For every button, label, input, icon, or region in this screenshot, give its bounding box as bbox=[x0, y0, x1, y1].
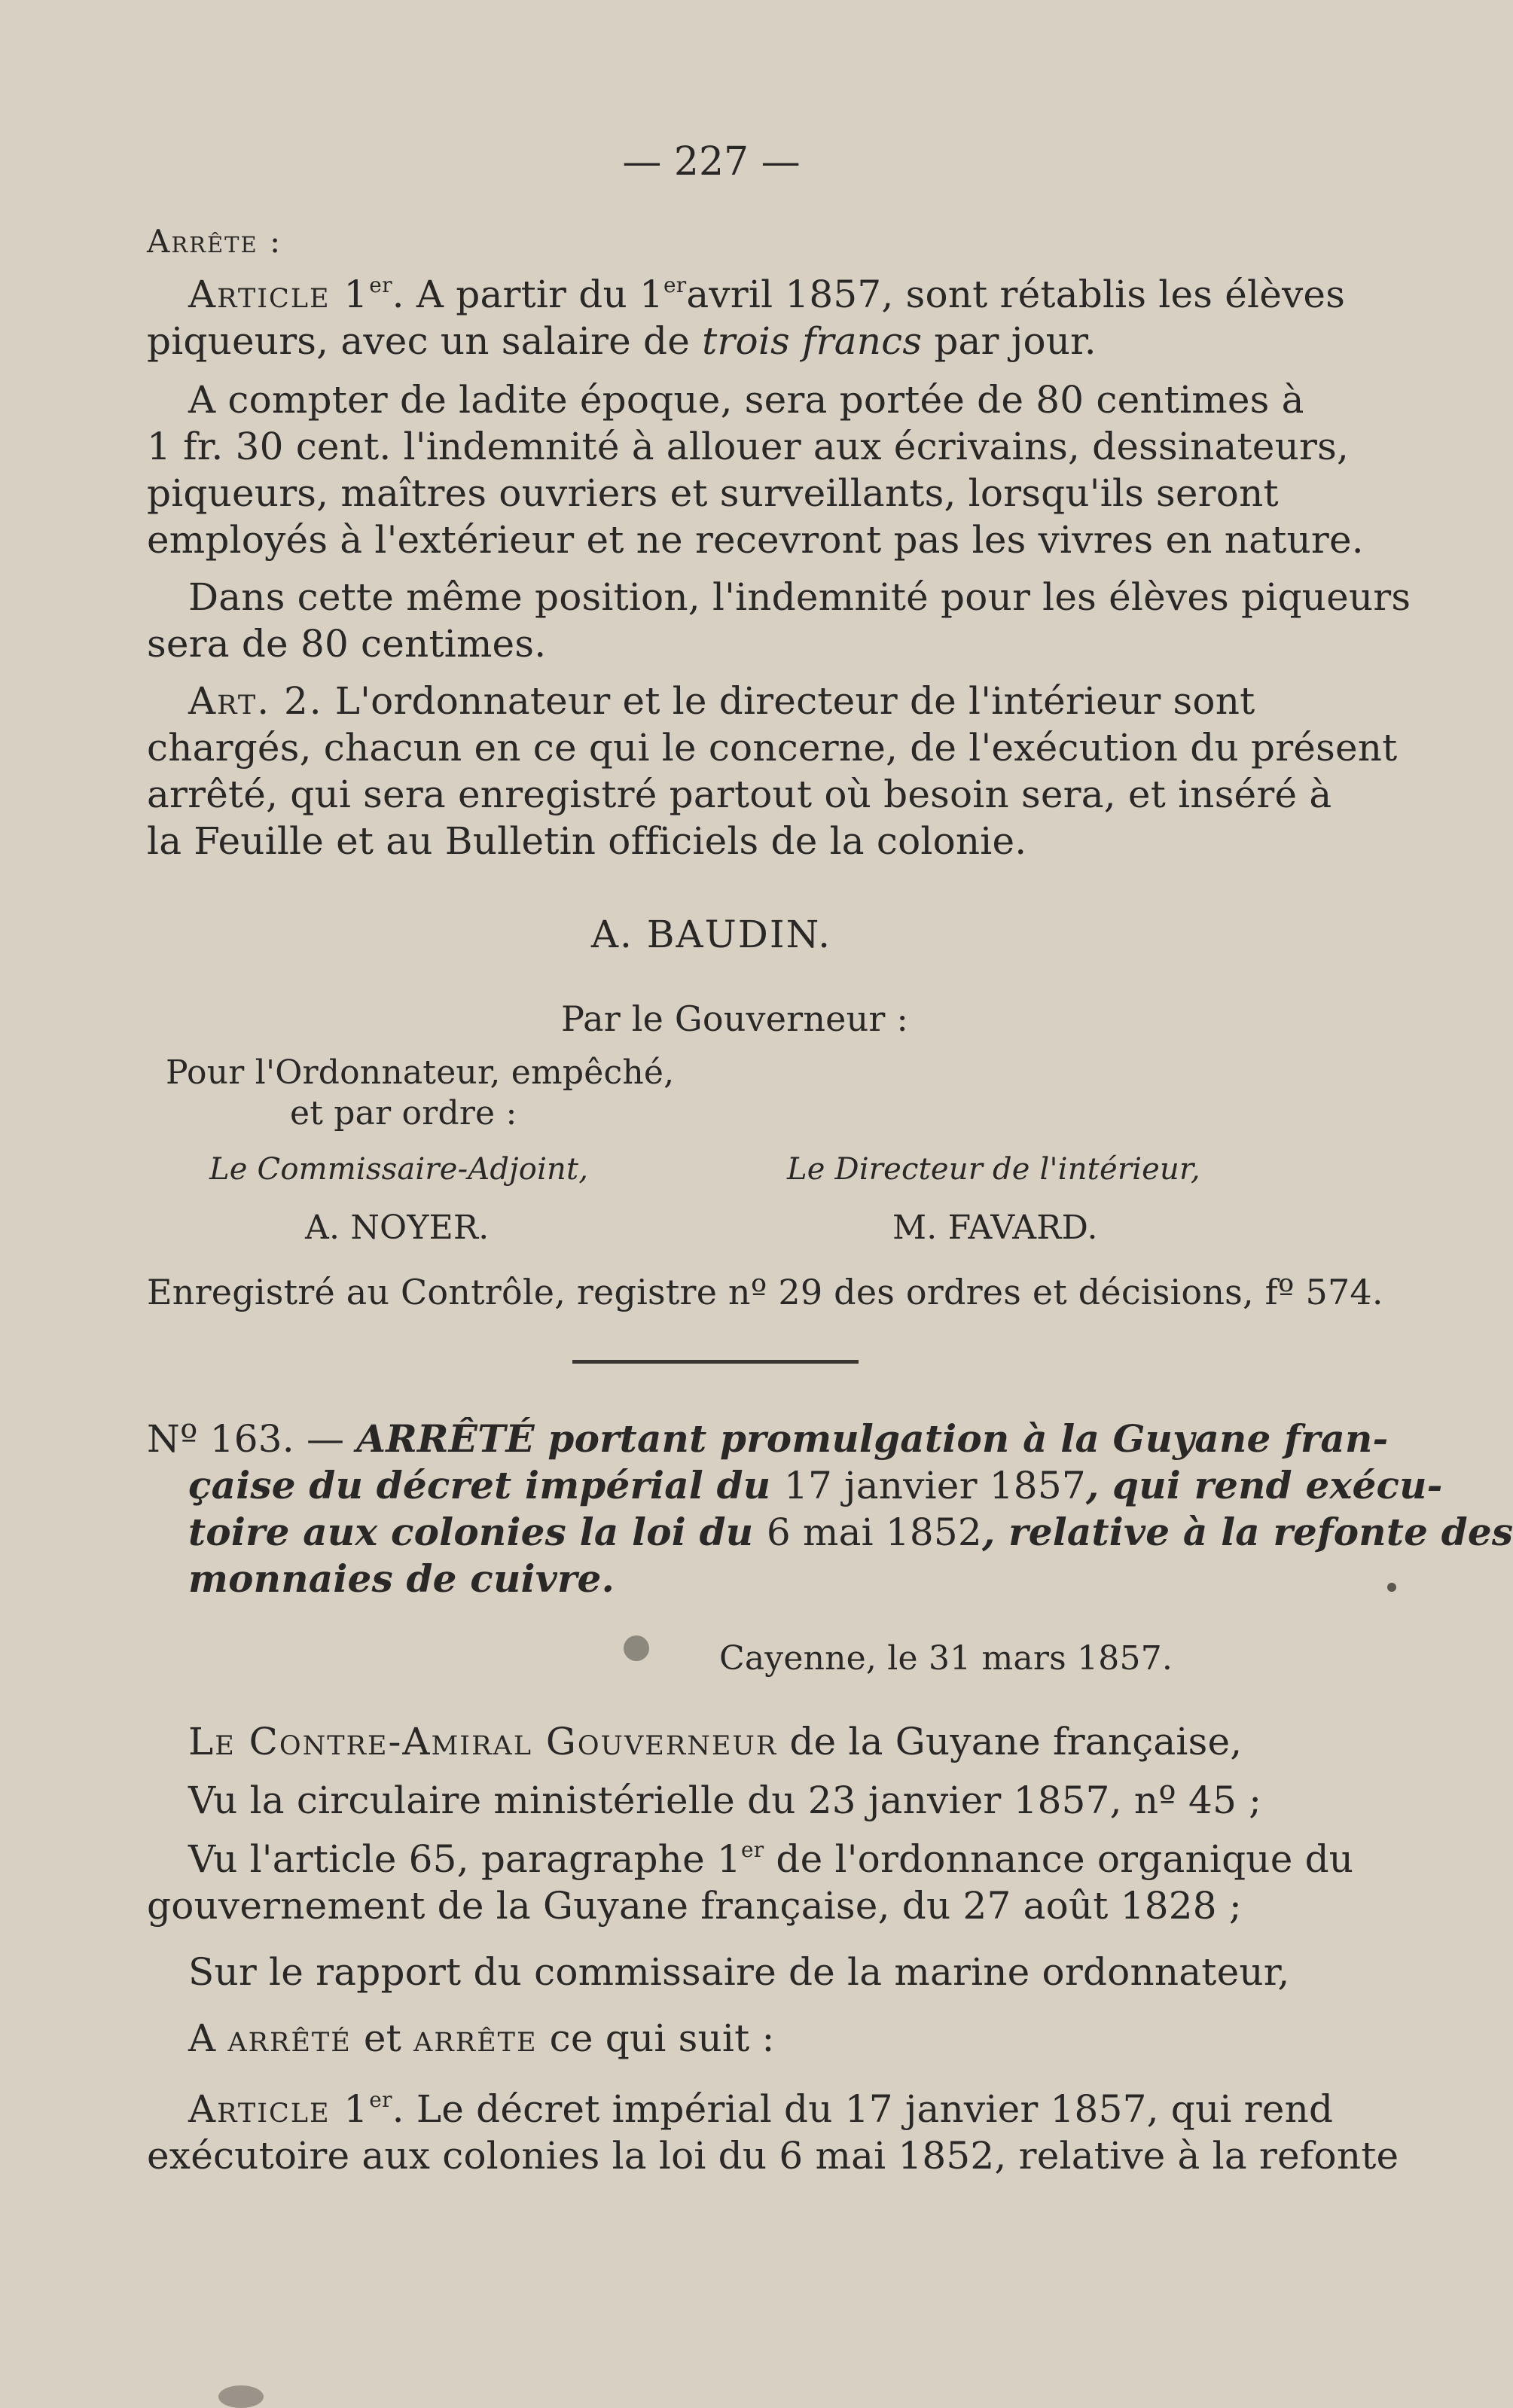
a-arrete-line: A arrêté et arrête ce qui suit : bbox=[188, 2016, 775, 2060]
para2-line1: A compter de ladite époque, sera portée de 80 centimes à bbox=[188, 378, 1304, 422]
n163-line2: çaise du décret impérial du 17 janvier 1857, qui rend exécu- bbox=[188, 1463, 1443, 1507]
article1-line1: Article 1er. A partir du 1er avril 1857, sont rétablis les élèves bbox=[188, 273, 1346, 316]
place-date: Cayenne, le 31 mars 1857. bbox=[719, 1639, 1173, 1678]
ordonnateur-line1: Pour l'Ordonnateur, empêché, bbox=[166, 1053, 675, 1092]
final-article-line1: Article 1er. Le décret impérial du 17 janvier 1857, qui rend bbox=[188, 2087, 1334, 2131]
article2-line2: chargés, chacun en ce qui le concerne, de l'exécution du présent bbox=[147, 726, 1398, 770]
page-number: — 227 — bbox=[622, 139, 801, 184]
article2-line1: Art. 2. L'ordonnateur et le directeur de l'intérieur sont bbox=[188, 679, 1255, 723]
n163-number: Nº 163. — bbox=[147, 1417, 357, 1461]
para2-line3: piqueurs, maîtres ouvriers et surveillants, lorsqu'ils seront bbox=[147, 471, 1279, 515]
ordonnateur-line2: et par ordre : bbox=[290, 1094, 517, 1132]
n163-line3: toire aux colonies la loi du 6 mai 1852, relative à la refonte des bbox=[188, 1510, 1513, 1554]
commissaire-title: Le Commissaire-Adjoint, bbox=[209, 1152, 589, 1187]
para3-line2: sera de 80 centimes. bbox=[147, 622, 547, 666]
article2-line4: la Feuille et au Bulletin officiels de la colonie. bbox=[147, 819, 1027, 863]
paper-stain bbox=[218, 2385, 264, 2408]
contre-amiral-line: Le Contre-Amiral Gouverneur de la Guyane française, bbox=[188, 1720, 1243, 1763]
para3-line1: Dans cette même position, l'indemnité pour les élèves piqueurs bbox=[188, 575, 1411, 619]
vu-circulaire: Vu la circulaire ministérielle du 23 janvier 1857, nº 45 ; bbox=[188, 1779, 1262, 1822]
ink-dot bbox=[1387, 1583, 1396, 1592]
directeur-name: M. FAVARD. bbox=[892, 1209, 1098, 1247]
signature-baudin: A. BAUDIN. bbox=[590, 913, 832, 956]
directeur-title: Le Directeur de l'intérieur, bbox=[787, 1152, 1200, 1187]
ink-spot bbox=[624, 1635, 649, 1661]
enregistre-line: Enregistré au Contrôle, registre nº 29 des ordres et décisions, fº 574. bbox=[147, 1272, 1383, 1312]
sur-le-rapport: Sur le rapport du commissaire de la marine ordonnateur, bbox=[188, 1950, 1290, 1994]
para2-line2: 1 fr. 30 cent. l'indemnité à allouer aux écrivains, dessinateurs, bbox=[147, 425, 1350, 468]
article2-label: Art. 2. bbox=[188, 679, 323, 723]
vu-article-line2: gouvernement de la Guyane française, du 27 août 1828 ; bbox=[147, 1884, 1242, 1928]
vu-article-line1: Vu l'article 65, paragraphe 1er de l'ordonnance organique du bbox=[188, 1837, 1354, 1881]
section-divider bbox=[572, 1360, 859, 1364]
final-article-line2: exécutoire aux colonies la loi du 6 mai 1852, relative à la refonte bbox=[147, 2134, 1399, 2178]
arrete-heading: Arrête : bbox=[147, 223, 282, 260]
article2-line3: arrêté, qui sera enregistré partout où besoin sera, et inséré à bbox=[147, 773, 1332, 816]
n163-line4: monnaies de cuivre. bbox=[188, 1556, 615, 1601]
article1-line2: piqueurs, avec un salaire de trois francs par jour. bbox=[147, 319, 1097, 363]
para2-line4: employés à l'extérieur et ne recevront pas les vivres en nature. bbox=[147, 518, 1364, 562]
article1-label: Article 1 bbox=[188, 273, 370, 316]
n163-line1: Nº 163. — ARRÊTÉ portant promulgation à la Guyane fran- bbox=[147, 1416, 1389, 1461]
par-le-gouverneur: Par le Gouverneur : bbox=[561, 998, 909, 1039]
commissaire-name: A. NOYER. bbox=[305, 1209, 490, 1247]
